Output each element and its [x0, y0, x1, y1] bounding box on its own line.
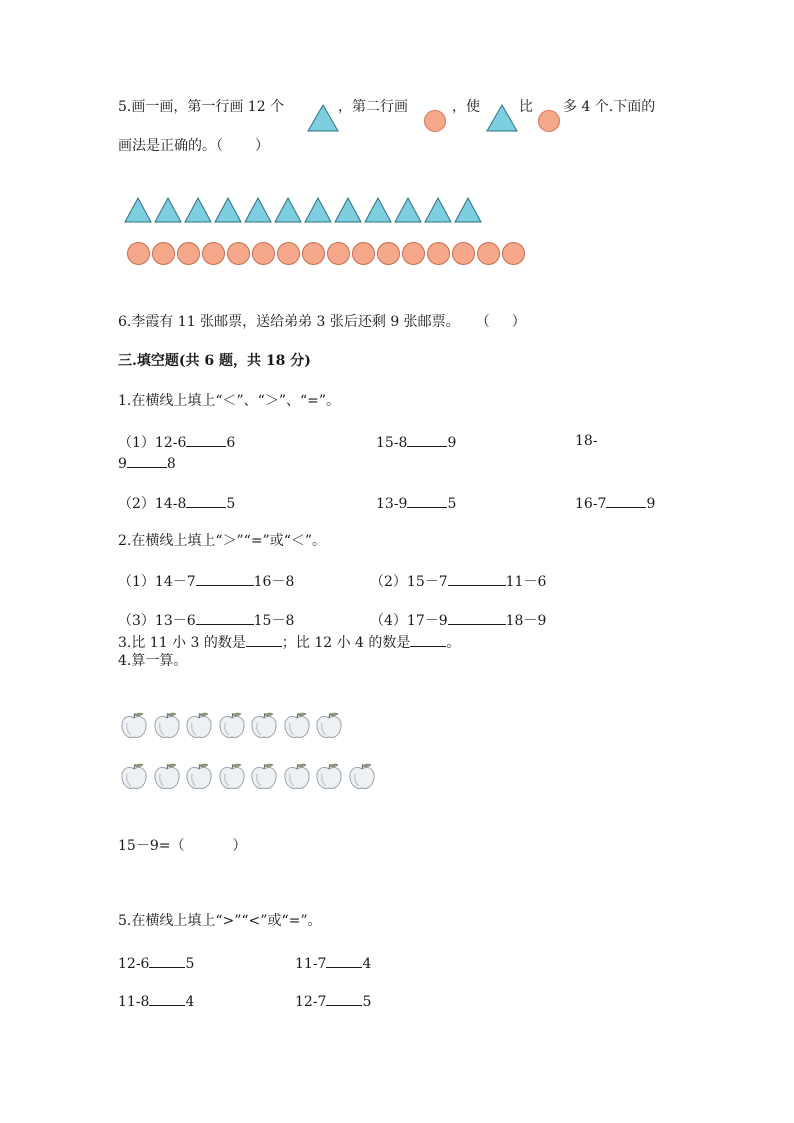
circle-icon	[424, 110, 446, 132]
triangle-icon	[307, 104, 339, 132]
apple-icon	[119, 761, 149, 791]
apple-icon	[314, 761, 344, 791]
expr: 16-7	[575, 496, 607, 512]
fill5-item	[295, 953, 371, 973]
fill1-item	[376, 493, 456, 513]
triangle-row	[124, 197, 484, 223]
q6-question	[118, 313, 526, 331]
answer-blank[interactable]	[127, 453, 167, 468]
fill1-item	[575, 493, 655, 513]
fill4-title: 4.算一算。	[118, 653, 188, 669]
expr: 11－6	[505, 574, 547, 590]
answer-blank[interactable]	[326, 953, 362, 968]
circle-icon	[427, 242, 450, 265]
expr: （2）15－7	[370, 574, 448, 590]
q5-close: ）	[255, 138, 269, 154]
apple-icon	[152, 761, 182, 791]
apple-icon	[282, 710, 312, 740]
triangle-icon	[154, 197, 182, 223]
q5-text-a: 5.画一画，第一行画 12 个	[118, 99, 285, 115]
circle-icon	[502, 242, 525, 265]
q5-text-line1	[118, 98, 284, 116]
apple-row	[119, 761, 379, 791]
fill5-title: 5.在横线上填上“>”“<”或“=”。	[118, 913, 322, 929]
q5-text-e: 多 4 个.下面的	[563, 99, 656, 115]
circle-icon	[377, 242, 400, 265]
fill3-question	[118, 632, 460, 652]
circle-icon	[277, 242, 300, 265]
expr: 9	[646, 496, 656, 512]
fill5-item	[295, 991, 371, 1011]
apple-icon	[249, 710, 279, 740]
section-title: 三.填空题(共 6 题，共 18 分)	[118, 353, 311, 369]
expr: 5	[447, 496, 457, 512]
expr: 15－8	[253, 613, 295, 629]
fill1-title: 1.在横线上填上“＜”、“＞”、“=”。	[118, 393, 341, 409]
expr: 5	[185, 956, 195, 972]
expr: 16－8	[253, 574, 295, 590]
fill2-item	[118, 571, 294, 591]
circle-icon	[538, 110, 560, 132]
triangle-icon	[486, 104, 518, 132]
expr: 13-9	[376, 496, 408, 512]
triangle-icon	[454, 197, 482, 223]
fill1-item	[118, 432, 235, 452]
expr: （1）14－7	[118, 574, 196, 590]
answer-blank[interactable]	[448, 571, 506, 586]
expr: 4	[362, 956, 372, 972]
circle-icon	[452, 242, 475, 265]
triangle-icon	[304, 197, 332, 223]
expr: （4）17－9	[370, 613, 448, 629]
circle-icon	[227, 242, 250, 265]
expr: （3）13－6	[118, 613, 196, 629]
fill2-item	[118, 610, 294, 630]
expr: （2）14-8	[118, 496, 187, 512]
fill5-item	[118, 953, 194, 973]
circle-icon	[327, 242, 350, 265]
expr: 11-7	[295, 956, 327, 972]
answer-blank[interactable]	[407, 432, 447, 447]
apple-icon	[152, 710, 182, 740]
expr: 。	[446, 635, 461, 651]
expr: ）	[232, 838, 247, 854]
answer-blank[interactable]	[410, 632, 446, 647]
answer-blank[interactable]	[196, 571, 254, 586]
answer-blank[interactable]	[246, 632, 282, 647]
circle-icon	[477, 242, 500, 265]
expr: 5	[226, 496, 236, 512]
fill1-item	[118, 493, 235, 513]
circle-icon	[127, 242, 150, 265]
expr: 15－9=（	[118, 838, 185, 854]
fill4-equation	[118, 837, 246, 855]
triangle-icon	[334, 197, 362, 223]
circle-icon	[352, 242, 375, 265]
expr: 9	[118, 456, 127, 472]
circle-icon	[202, 242, 225, 265]
answer-blank[interactable]	[326, 991, 362, 1006]
q5-text-d: 比	[519, 99, 533, 115]
circle-icon	[402, 242, 425, 265]
circle-icon	[302, 242, 325, 265]
expr: 11-8	[118, 994, 150, 1010]
apple-icon	[314, 710, 344, 740]
expr: 9	[447, 435, 457, 451]
triangle-icon	[244, 197, 272, 223]
expr: 4	[185, 994, 195, 1010]
expr: ；比 12 小 4 的数是	[281, 635, 411, 651]
answer-blank[interactable]	[196, 610, 254, 625]
apple-icon	[184, 710, 214, 740]
apple-icon	[217, 761, 247, 791]
expr: 8	[166, 456, 176, 472]
circle-icon	[152, 242, 175, 265]
apple-icon	[347, 761, 377, 791]
answer-blank[interactable]	[149, 991, 185, 1006]
fill2-title: 2.在横线上填上“＞”“=”或“＜”。	[118, 533, 327, 549]
apple-icon	[282, 761, 312, 791]
expr: 6	[226, 435, 236, 451]
apple-row	[119, 710, 347, 740]
expr: 15-8	[376, 435, 408, 451]
expr: 5	[362, 994, 372, 1010]
circle-icon	[252, 242, 275, 265]
expr: 12-7	[295, 994, 327, 1010]
apple-icon	[249, 761, 279, 791]
circle-row	[127, 242, 527, 265]
answer-blank[interactable]	[407, 493, 447, 508]
triangle-icon	[184, 197, 212, 223]
triangle-icon	[124, 197, 152, 223]
q5-text-line2	[118, 137, 269, 155]
q5-line2: 画法是正确的。（	[118, 138, 223, 154]
circle-icon	[177, 242, 200, 265]
answer-blank[interactable]	[448, 610, 506, 625]
triangle-icon	[364, 197, 392, 223]
fill1-item	[575, 432, 598, 450]
apple-icon	[217, 710, 247, 740]
triangle-icon	[394, 197, 422, 223]
answer-blank[interactable]	[186, 493, 226, 508]
fill2-item	[370, 610, 546, 630]
answer-blank[interactable]	[186, 432, 226, 447]
answer-blank[interactable]	[149, 953, 185, 968]
expr: 3.比 11 小 3 的数是	[118, 635, 246, 651]
expr: 18－9	[505, 613, 547, 629]
q5-text-b: ，第二行画	[338, 99, 408, 115]
fill2-item	[370, 571, 546, 591]
expr: （1）12-6	[118, 435, 187, 451]
q6-text: 6.李霞有 11 张邮票，送给弟弟 3 张后还剩 9 张邮票。	[118, 314, 460, 330]
triangle-icon	[424, 197, 452, 223]
expr: 12-6	[118, 956, 150, 972]
expr: 18-	[575, 433, 598, 449]
apple-icon	[184, 761, 214, 791]
fill1-item-cont	[118, 453, 176, 473]
triangle-icon	[274, 197, 302, 223]
q6-paren-open: （	[475, 314, 490, 330]
answer-blank[interactable]	[606, 493, 646, 508]
fill5-item	[118, 991, 194, 1011]
q5-text-c: ，使	[452, 99, 480, 115]
q6-paren-close: ）	[511, 314, 526, 330]
triangle-icon	[214, 197, 242, 223]
apple-icon	[119, 710, 149, 740]
fill1-item	[376, 432, 456, 452]
